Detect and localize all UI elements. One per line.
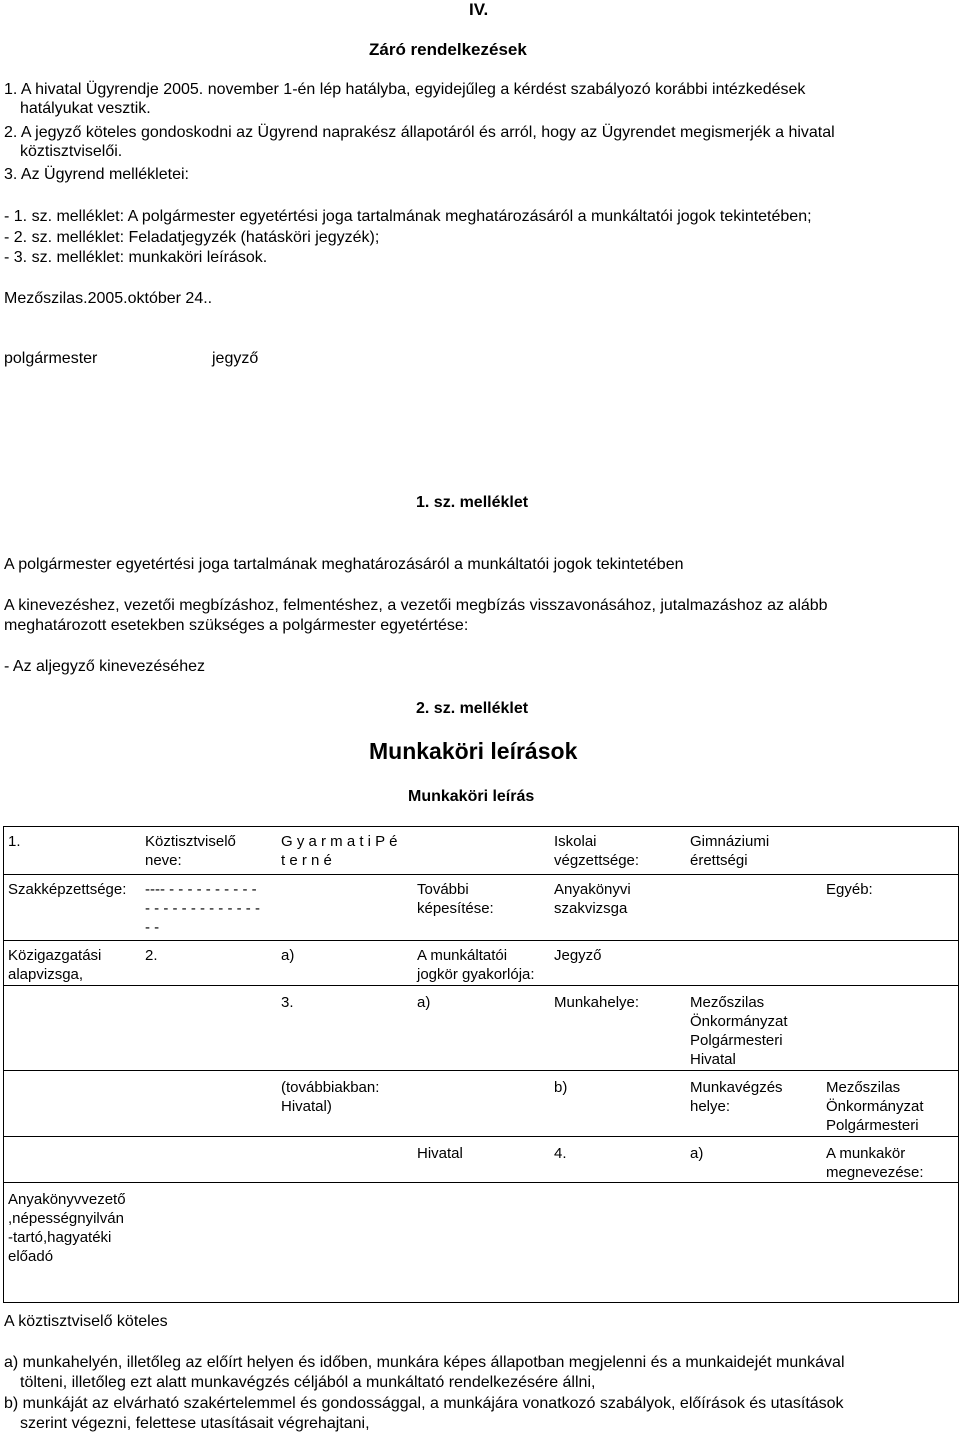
- school-value-line1: Gimnáziumi: [690, 833, 770, 850]
- row4-sub: a): [417, 994, 431, 1011]
- school-value-line2: érettségi: [690, 852, 748, 869]
- annex-list-item-2: - 2. sz. melléklet: Feladatjegyzék (hatásköri jegyzék);: [4, 229, 380, 246]
- annex2-sub-title: Munkaköri leírás: [408, 788, 535, 805]
- hereafter-line1: (továbbiakban:: [281, 1079, 380, 1096]
- annex2-title: 2. sz. melléklet: [416, 700, 529, 717]
- provision-1-line2: hatályukat vesztik.: [20, 100, 151, 117]
- signature-mayor: polgármester: [4, 350, 98, 367]
- work-place-line1: Mezőszilas: [826, 1079, 901, 1096]
- signature-notary: jegyző: [212, 350, 259, 367]
- annex-list-item-3: - 3. sz. melléklet: munkaköri leírások.: [4, 249, 268, 266]
- annex1-subject: A polgármester egyetértési joga tartalmának meghatározásáról a munkáltatói jogok tekintetében: [4, 556, 684, 573]
- provision-2-line1: 2. A jegyző köteles gondoskodni az Ügyrend naprakész állapotáról és arról, hogy az Ügyrendet megismerjék a hivatal: [4, 124, 835, 141]
- qualification-label: Szakképzettsége:: [8, 881, 127, 898]
- annex-list-item-1: - 1. sz. melléklet: A polgármester egyetértési joga tartalmának meghatározásáról a munkáltatói jogok tekintetében;: [4, 208, 812, 225]
- work-place-line2: Önkormányzat: [826, 1098, 924, 1115]
- annex1-item: - Az aljegyző kinevezéséhez: [4, 658, 205, 675]
- provision-1-line1: 1. A hivatal Ügyrendje 2005. november 1-én lép hatályba, egyidejűleg a kérdést szabályozó korábbi intézkedések: [4, 81, 806, 98]
- job-title-line4: előadó: [8, 1248, 54, 1265]
- table-row-line: [3, 940, 959, 941]
- row3-number: 2.: [145, 947, 158, 964]
- chapter-title: Záró rendelkezések: [369, 40, 527, 59]
- row1-number: 1.: [8, 833, 21, 850]
- workplace-line3: Polgármesteri: [690, 1032, 783, 1049]
- table-border-right: [958, 826, 959, 1303]
- row6-sub: a): [690, 1145, 704, 1162]
- work-place-line3: Polgármesteri: [826, 1117, 919, 1134]
- row6-number: 4.: [554, 1145, 567, 1162]
- duties-intro: A köztisztviselő köteles: [4, 1313, 168, 1330]
- name-label-line2: neve:: [145, 852, 182, 869]
- admin-exam-line2: alapvizsga,: [8, 966, 84, 983]
- office-value: Hivatal: [417, 1145, 463, 1162]
- employer-value: Jegyző: [554, 947, 602, 964]
- row4-number: 3.: [281, 994, 294, 1011]
- row5-sub: b): [554, 1079, 568, 1096]
- hereafter-line2: Hivatal): [281, 1098, 332, 1115]
- employer-label-line1: A munkáltatói: [417, 947, 508, 964]
- place-date: Mezőszilas.2005.október 24..: [4, 290, 213, 307]
- table-border-left: [3, 826, 4, 1303]
- school-label-line2: végzettsége:: [554, 852, 640, 869]
- qualification-dashes-line1: ---- - - - - - - - - - -: [145, 881, 257, 898]
- job-title-label-line1: A munkakör: [826, 1145, 906, 1162]
- annex2-big-title: Munkaköri leírások: [369, 738, 578, 764]
- table-row-line: [3, 874, 959, 875]
- provision-3: 3. Az Ügyrend mellékletei:: [4, 166, 189, 183]
- workplace-line4: Hivatal: [690, 1051, 736, 1068]
- table-border-top: [3, 826, 959, 827]
- duty-a-line2: tölteni, illetőleg ezt alatt munkavégzés céljából a munkáltató rendelkezésére állni,: [20, 1374, 596, 1391]
- duty-a-line1: a) munkahelyén, illetőleg az előírt helyen és időben, munkára képes állapotban megjelenni és a munkaidejét munkával: [4, 1354, 845, 1371]
- work-place-label-line2: helye:: [690, 1098, 731, 1115]
- table-border-bottom: [3, 1302, 959, 1303]
- duty-b-line2: szerint végezni, felettese utasításait végrehajtani,: [20, 1415, 370, 1432]
- chapter-number: IV.: [469, 0, 489, 19]
- registry-exam-line1: Anyakönyvi: [554, 881, 631, 898]
- job-title-label-line2: megnevezése:: [826, 1164, 924, 1181]
- table-row-line: [3, 1070, 959, 1071]
- annex1-text-line1: A kinevezéshez, vezetői megbízáshoz, felmentéshez, a vezetői megbízás visszavonásához, jutalmazáshoz az alább: [4, 597, 828, 614]
- duty-b-line1: b) munkáját az elvárható szakértelemmel és gondossággal, a munkájára vonatkozó szabályok, előírások és utasítások: [4, 1395, 844, 1412]
- other-label: Egyéb:: [826, 881, 873, 898]
- job-title-line1: Anyakönyvvezető: [8, 1191, 126, 1208]
- annex1-text-line2: meghatározott esetekben szükséges a polgármester egyetértése:: [4, 617, 469, 634]
- provision-2-line2: köztisztviselői.: [20, 143, 123, 160]
- row3-sub: a): [281, 947, 295, 964]
- table-row-line: [3, 985, 959, 986]
- annex1-title: 1. sz. melléklet: [416, 494, 529, 511]
- school-label-line1: Iskolai: [554, 833, 597, 850]
- admin-exam-line1: Közigazgatási: [8, 947, 102, 964]
- name-label-line1: Köztisztviselő: [145, 833, 236, 850]
- job-title-line2: ,népességnyilván: [8, 1210, 124, 1227]
- further-qualification-line1: További: [417, 881, 469, 898]
- job-title-line3: -tartó,hagyatéki: [8, 1229, 112, 1246]
- further-qualification-line2: képesítése:: [417, 900, 494, 917]
- qualification-dashes-line2: - - - - - - - - - - - - -: [145, 900, 260, 917]
- registry-exam-line2: szakvizsga: [554, 900, 628, 917]
- workplace-line1: Mezőszilas: [690, 994, 765, 1011]
- table-row-line: [3, 1182, 959, 1183]
- name-value-line2: t e r n é: [281, 852, 332, 869]
- work-place-label-line1: Munkavégzés: [690, 1079, 783, 1096]
- employer-label-line2: jogkör gyakorlója:: [417, 966, 535, 983]
- workplace-line2: Önkormányzat: [690, 1013, 788, 1030]
- name-value-line1: G y a r m a t i P é: [281, 833, 398, 850]
- table-row-line: [3, 1136, 959, 1137]
- qualification-dashes-line3: - -: [145, 919, 160, 936]
- workplace-label: Munkahelye:: [554, 994, 640, 1011]
